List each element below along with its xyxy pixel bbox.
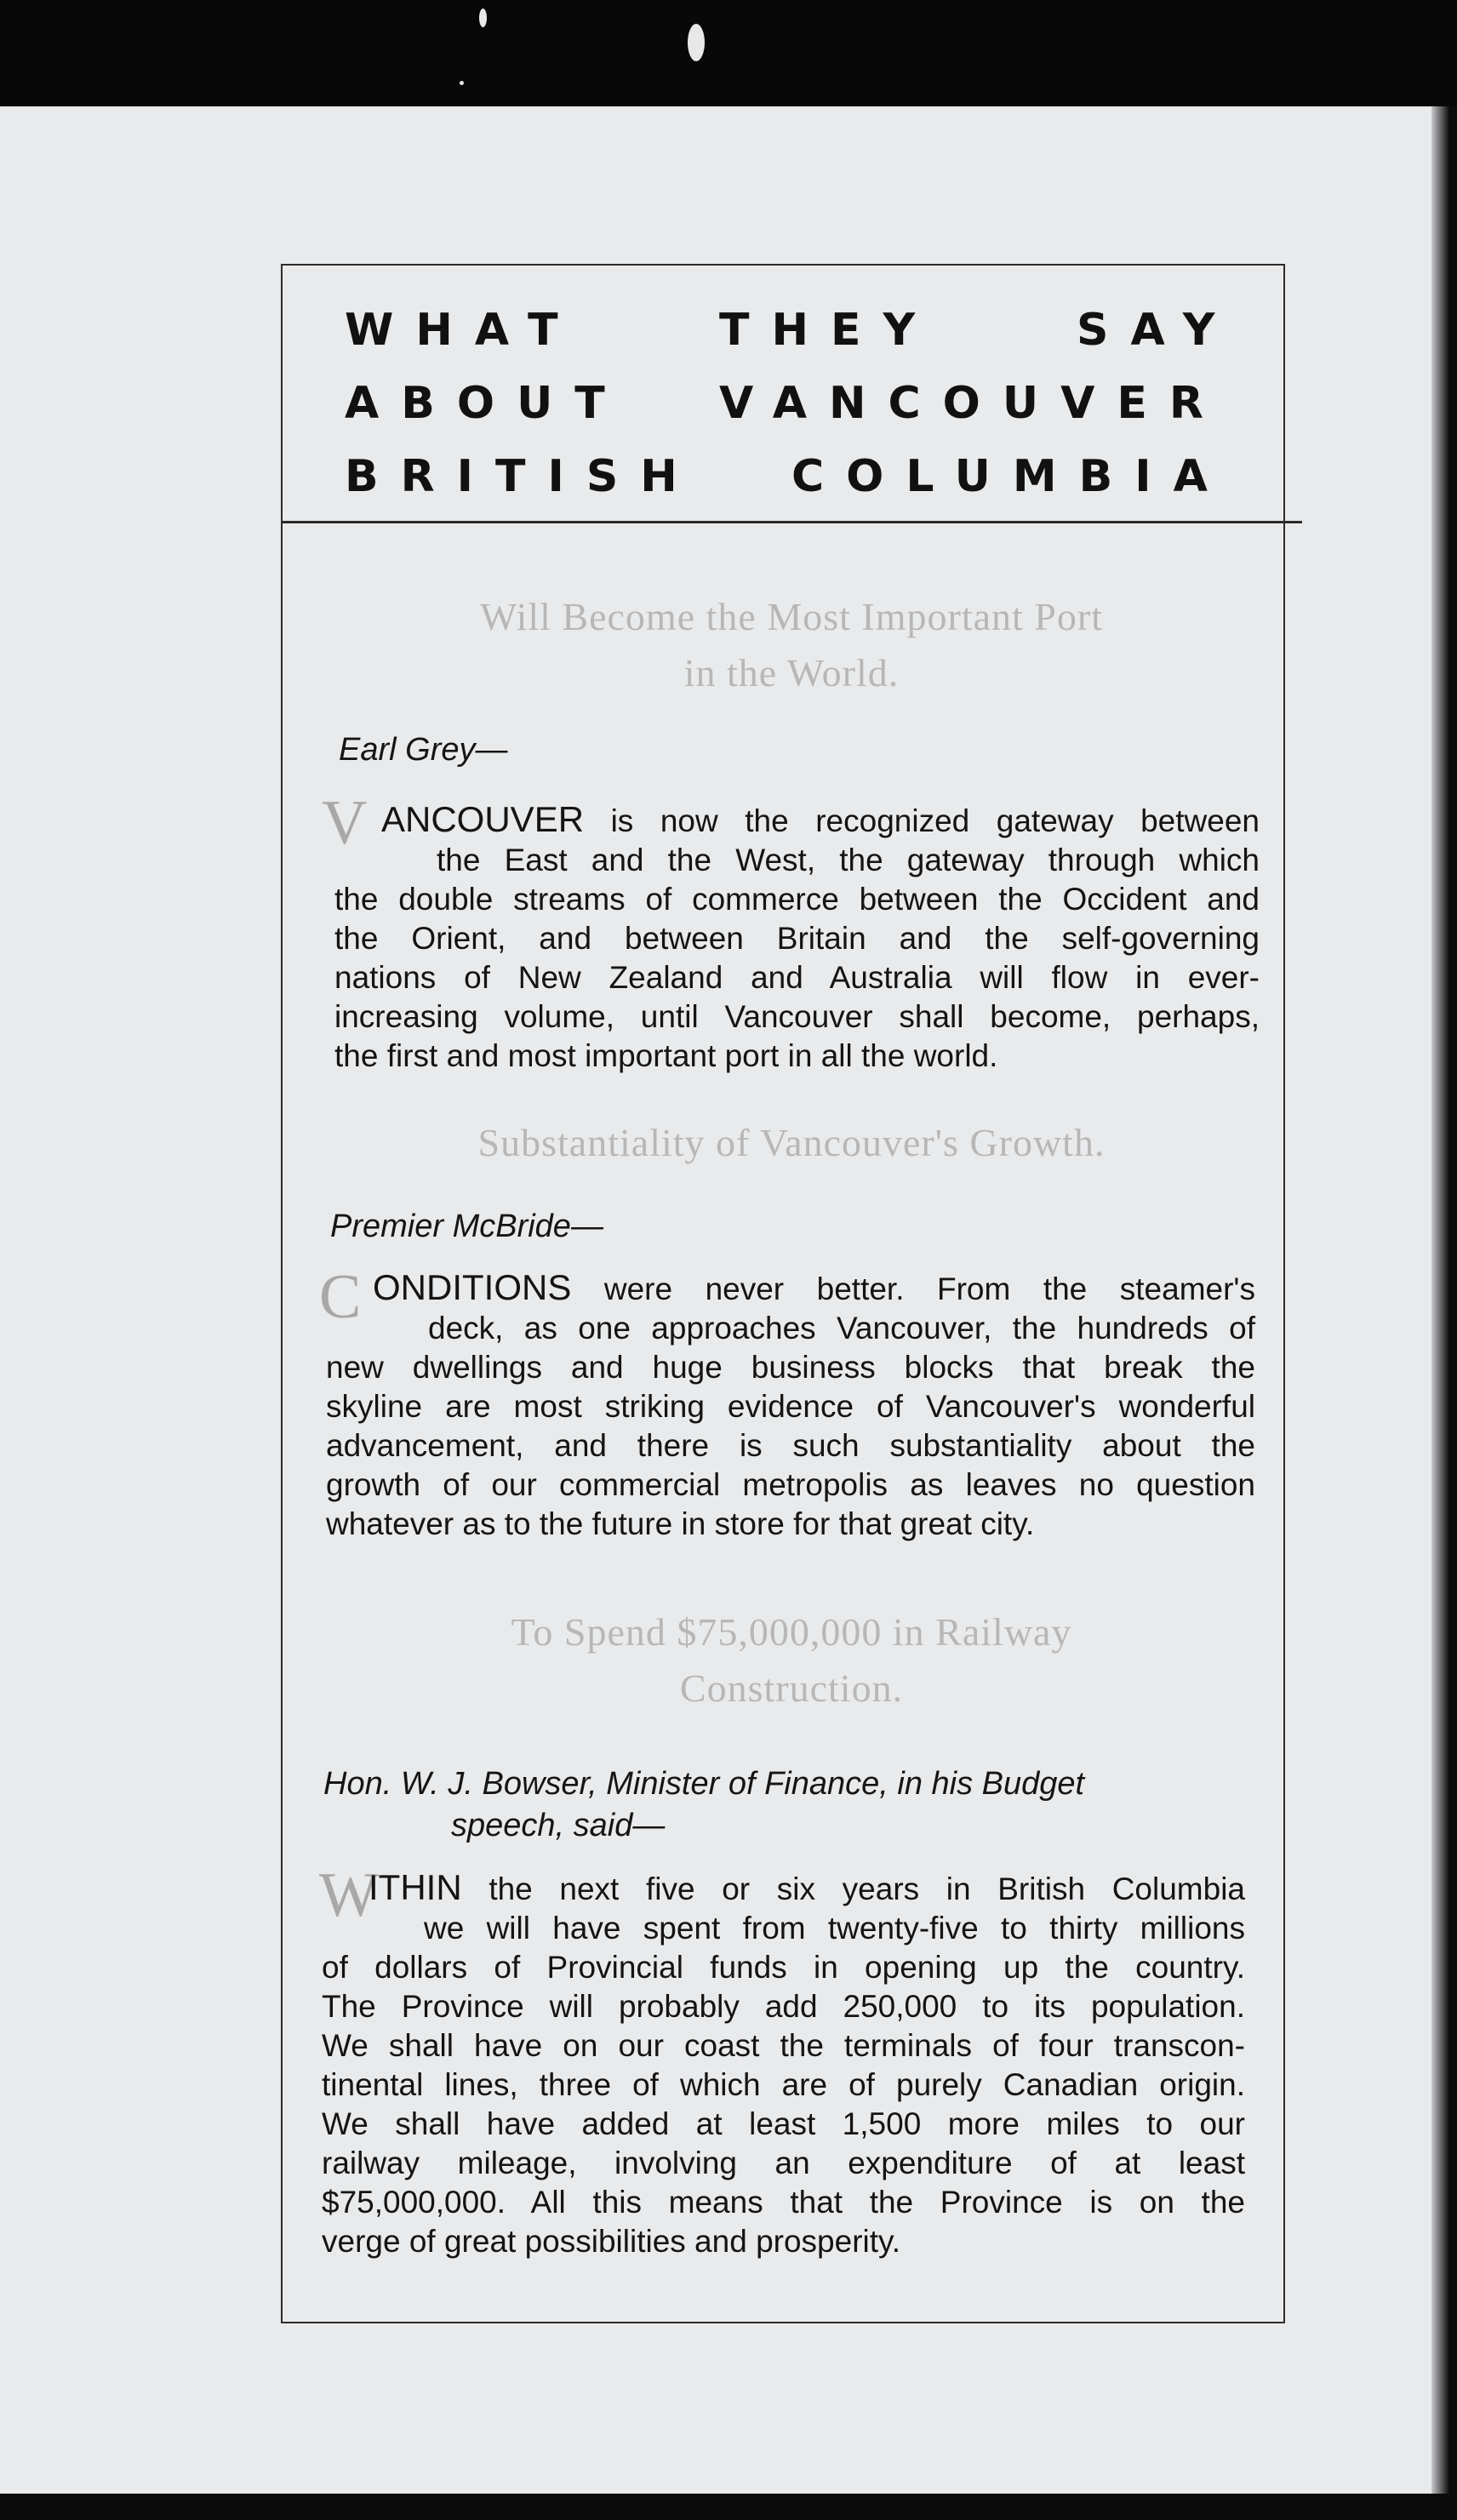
lead-word: ANCOUVER xyxy=(381,799,585,839)
paragraph-line: we will have spent from twenty-five to thirty millions xyxy=(424,1911,1245,1946)
paragraph-line xyxy=(322,1868,1245,1909)
scan-speck xyxy=(688,24,705,61)
line-text: is now the recognized gateway between xyxy=(584,803,1260,838)
paragraph-line: skyline are most striking evidence of Vancouver's wonderful xyxy=(326,1389,1255,1424)
title-word: ABOUT xyxy=(345,378,627,429)
drop-cap: V xyxy=(322,788,368,858)
scan-speck xyxy=(460,81,464,85)
paragraph-line: the Orient, and between Britain and the self-governing xyxy=(334,921,1260,956)
speaker-name: Premier McBride— xyxy=(330,1209,603,1244)
title-divider xyxy=(281,521,1302,523)
title-line-3 xyxy=(281,440,1285,513)
lead-word: ONDITIONS xyxy=(373,1267,572,1307)
scan-bottom-border xyxy=(0,2494,1457,2520)
paragraph-line: We shall have added at least 1,500 more miles to our xyxy=(322,2106,1245,2141)
paragraph-line: the double streams of commerce between the Occident and xyxy=(334,882,1260,917)
page-title xyxy=(281,294,1285,513)
section-heading-line: in the World. xyxy=(683,651,900,694)
section-heading xyxy=(340,1115,1243,1171)
title-word: BRITISH xyxy=(345,451,700,502)
line-text: the next five or six years in British Columbia xyxy=(461,1871,1245,1906)
paragraph-line: increasing volume, until Vancouver shall become, perhaps, xyxy=(334,999,1260,1034)
paragraph-line: railway mileage, involving an expenditure of at least xyxy=(322,2146,1245,2180)
paragraph-line: deck, as one approaches Vancouver, the hundreds of xyxy=(428,1311,1255,1346)
section-heading xyxy=(340,1604,1243,1717)
speaker-name xyxy=(323,1766,1084,1844)
paragraph-line: of dollars of Provincial funds in opening up the country. xyxy=(322,1950,1245,1985)
title-word: WHAT xyxy=(345,305,580,356)
lead-word: ITHIN xyxy=(369,1867,462,1907)
drop-cap: W xyxy=(319,1860,379,1930)
paragraph-line: nations of New Zealand and Australia will flow in ever- xyxy=(334,960,1260,995)
speaker-line: speech, said— xyxy=(451,1808,666,1843)
paragraph-line: growth of our commercial metropolis as leaves no question xyxy=(326,1467,1255,1502)
scan-top-border xyxy=(0,0,1457,106)
quote-paragraph xyxy=(334,800,1260,1076)
paragraph-line: new dwellings and huge business blocks that break the xyxy=(326,1350,1255,1385)
speaker-name: Earl Grey— xyxy=(339,732,508,768)
title-line-2 xyxy=(281,367,1285,440)
title-word: VANCOUVER xyxy=(719,378,1226,429)
section-heading xyxy=(340,589,1243,701)
paragraph-line: The Province will probably add 250,000 to its population. xyxy=(322,1989,1245,2024)
title-line-1 xyxy=(281,294,1285,367)
paragraph-line xyxy=(326,1268,1255,1309)
title-word: THEY xyxy=(719,305,938,356)
paragraph-line: the first and most important port in all the world. xyxy=(334,1038,998,1073)
quote-paragraph xyxy=(326,1268,1255,1544)
paragraph-line: advancement, and there is such substantiality about the xyxy=(326,1428,1255,1463)
paragraph-line: the East and the West, the gateway through which xyxy=(437,843,1260,877)
section-heading-line: Substantiality of Vancouver's Growth. xyxy=(477,1121,1106,1164)
line-text: were never better. From the steamer's xyxy=(571,1271,1255,1306)
title-word: SAY xyxy=(1077,305,1237,356)
quote-paragraph xyxy=(322,1868,1245,2261)
paragraph-line: whatever as to the future in store for that great city. xyxy=(326,1506,1035,1541)
paragraph-line: $75,000,000. All this means that the Province is on the xyxy=(322,2185,1245,2220)
section-heading-line: Will Become the Most Important Port xyxy=(480,595,1103,638)
title-word: COLUMBIA xyxy=(791,451,1230,502)
paragraph-line: We shall have on our coast the terminals of four transcon- xyxy=(322,2028,1245,2063)
paragraph-line: verge of great possibilities and prosperity. xyxy=(322,2224,901,2259)
paragraph-line xyxy=(334,800,1260,841)
section-heading-line: To Spend $75,000,000 in Railway xyxy=(511,1610,1072,1654)
page-edge-shadow xyxy=(1431,106,1457,2520)
section-heading-line: Construction. xyxy=(679,1666,904,1710)
paragraph-line: tinental lines, three of which are of purely Canadian origin. xyxy=(322,2067,1245,2102)
drop-cap: C xyxy=(319,1262,362,1332)
scan-speck xyxy=(479,9,487,27)
speaker-line: Hon. W. J. Bowser, Minister of Finance, in his Budget xyxy=(323,1766,1085,1802)
